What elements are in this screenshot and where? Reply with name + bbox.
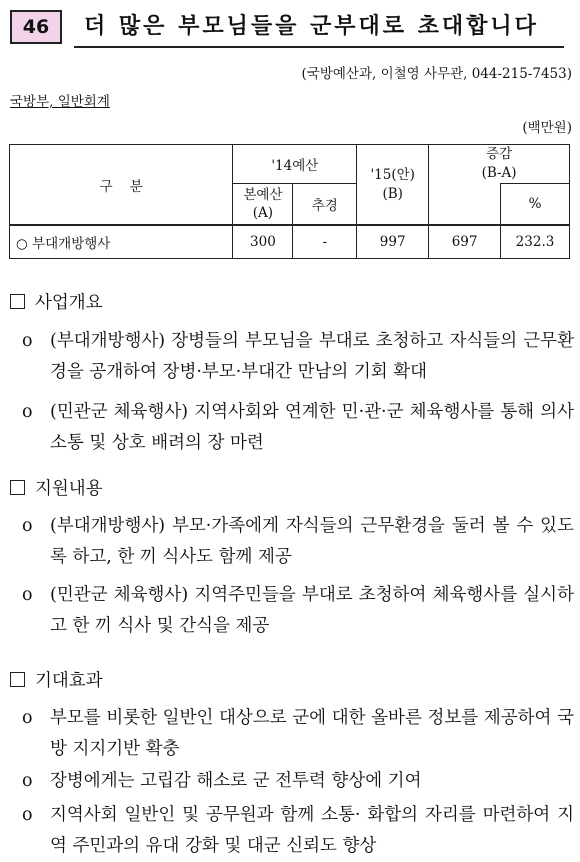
section-support-heading: [10, 475, 103, 500]
bullet-text: 부모를 비롯한 일반인 대상으로 군에 대한 올바른 정보를 제공하여 국방 지지기반 확충: [50, 708, 574, 759]
row-pct: 232.3: [501, 225, 570, 259]
checkbox-square-icon: [10, 480, 25, 495]
header-budget14: '14예산: [233, 145, 357, 184]
bullet-circle-icon: o: [22, 402, 33, 422]
section-effects-heading: [10, 667, 103, 692]
bullet-text: 장병에게는 고립감 해소로 군 전투력 향상에 기여: [50, 771, 422, 791]
bullet-circle-icon: o: [22, 331, 33, 351]
section-title: 사업개요: [35, 293, 103, 313]
section-title: 지원내용: [35, 479, 103, 499]
bullet-circle-icon: o: [22, 516, 33, 536]
bullet-text: (부대개방행사) 장병들의 부모님을 부대로 초청하고 자식들의 근무환경을 공개하여 장병·부모·부대간 만남의 기회 확대: [50, 331, 574, 382]
checkbox-square-icon: [10, 294, 25, 309]
list-item: [22, 766, 574, 797]
header-category: 구 분: [10, 145, 233, 226]
list-item: [22, 397, 574, 459]
bullet-circle-icon: o: [22, 805, 33, 825]
bullet-text: (부대개방행사) 부모·가족에게 자식들의 근무환경을 둘러 볼 수 있도록 하고, 한 끼 식사도 함께 제공: [50, 516, 574, 567]
budget-table: [9, 144, 570, 259]
row-plan15: 997: [357, 225, 429, 259]
row-supp: -: [293, 225, 357, 259]
header-change-amount: [429, 184, 501, 226]
list-item: [22, 580, 574, 642]
bullet-circle-icon: o: [22, 708, 33, 728]
table-row: [10, 225, 570, 259]
list-item: [22, 326, 574, 388]
checkbox-square-icon: [10, 672, 25, 687]
header-supplementary: 추경: [293, 184, 357, 226]
department-label: 국방부, 일반회계: [10, 94, 110, 110]
row-change: 697: [429, 225, 501, 259]
bullet-circle-icon: o: [22, 585, 33, 605]
item-number-badge: 46: [10, 10, 62, 44]
bullet-text: (민관군 체육행사) 지역사회와 연계한 민·관·군 체육행사를 통해 의사소통 및 상호 배려의 장 마련: [50, 402, 574, 453]
section-overview-heading: [10, 289, 103, 314]
header-plan15: '15(안) (B): [357, 145, 429, 226]
list-item: [22, 703, 574, 765]
list-item: [22, 511, 574, 573]
page-title: 더 많은 부모님들을 군부대로 초대합니다: [84, 14, 539, 39]
bullet-text: 지역사회 일반인 및 공무원과 함께 소통· 화합의 자리를 마련하여 지역 주민과의 유대 강화 및 대군 신뢰도 향상: [50, 805, 574, 856]
row-item: ○ 부대개방행사: [10, 225, 233, 259]
header-main-budget: 본예산 (A): [233, 184, 293, 226]
row-main: 300: [233, 225, 293, 259]
header-percent: %: [501, 184, 570, 226]
contact-info: (국방예산과, 이철영 사무관, 044-215-7453): [301, 66, 572, 82]
unit-label: (백만원): [522, 120, 572, 136]
title-underline: [74, 46, 564, 48]
bullet-circle-icon: o: [22, 771, 33, 791]
list-item: [22, 800, 574, 862]
bullet-text: (민관군 체육행사) 지역주민들을 부대로 초청하여 체육행사를 실시하고 한 끼 식사 및 간식을 제공: [50, 585, 574, 636]
section-title: 기대효과: [35, 671, 103, 691]
header-change: 증감 (B-A): [429, 145, 570, 184]
